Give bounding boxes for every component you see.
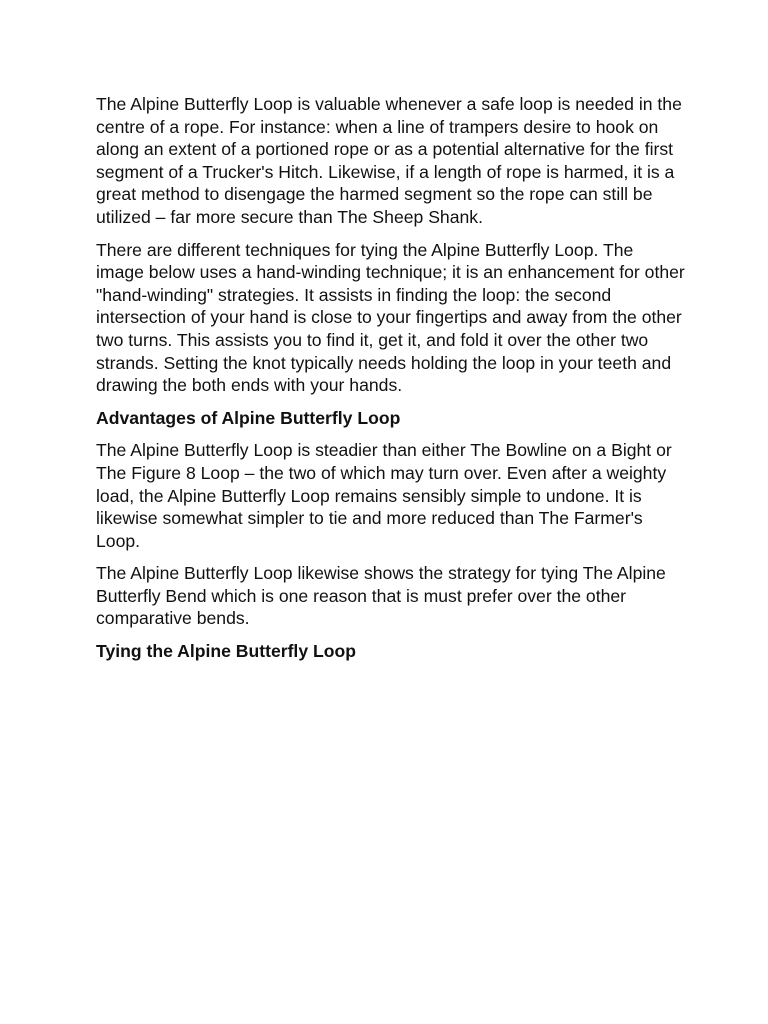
techniques-paragraph: There are different techniques for tying the Alpine Butterfly Loop. The image below uses a hand-winding technique; it is an enhancement for other "hand-winding" strategies. It assists in finding the loop: the second intersection of your hand is close to your fingertips and away from the other two turns. This assists you to find it, get it, and fold it over the other two strands. Setting the knot typically needs holding the loop in your teeth and drawing the both ends with your hands. [96, 239, 685, 396]
document-body [96, 93, 686, 673]
bend-paragraph: The Alpine Butterfly Loop likewise shows the strategy for tying The Alpine Butterfly Bend which is one reason that is must prefer over the other comparative bends. [96, 563, 666, 629]
advantages-heading: Advantages of Alpine Butterfly Loop [96, 407, 401, 428]
tying-heading: Tying the Alpine Butterfly Loop [96, 641, 356, 662]
advantages-paragraph: The Alpine Butterfly Loop is steadier than either The Bowline on a Bight or The Figure 8 Loop – the two of which may turn over. Even after a weighty load, the Alpine Butterfly Loop remains sensibly simple to undone. It is likewise somewhat simpler to tie and more reduced than The Farmer's Loop. [96, 440, 672, 551]
intro-paragraph: The Alpine Butterfly Loop is valuable whenever a safe loop is needed in the centre of a rope. For instance: when a line of trampers desire to hook on along an extent of a portioned rope or as a potential alternative for the first segment of a Trucker's Hitch. Likewise, if a length of rope is harmed, it is a great method to disengage the harmed segment so the rope can still be utilized – far more secure than The Sheep Shank. [96, 94, 682, 227]
